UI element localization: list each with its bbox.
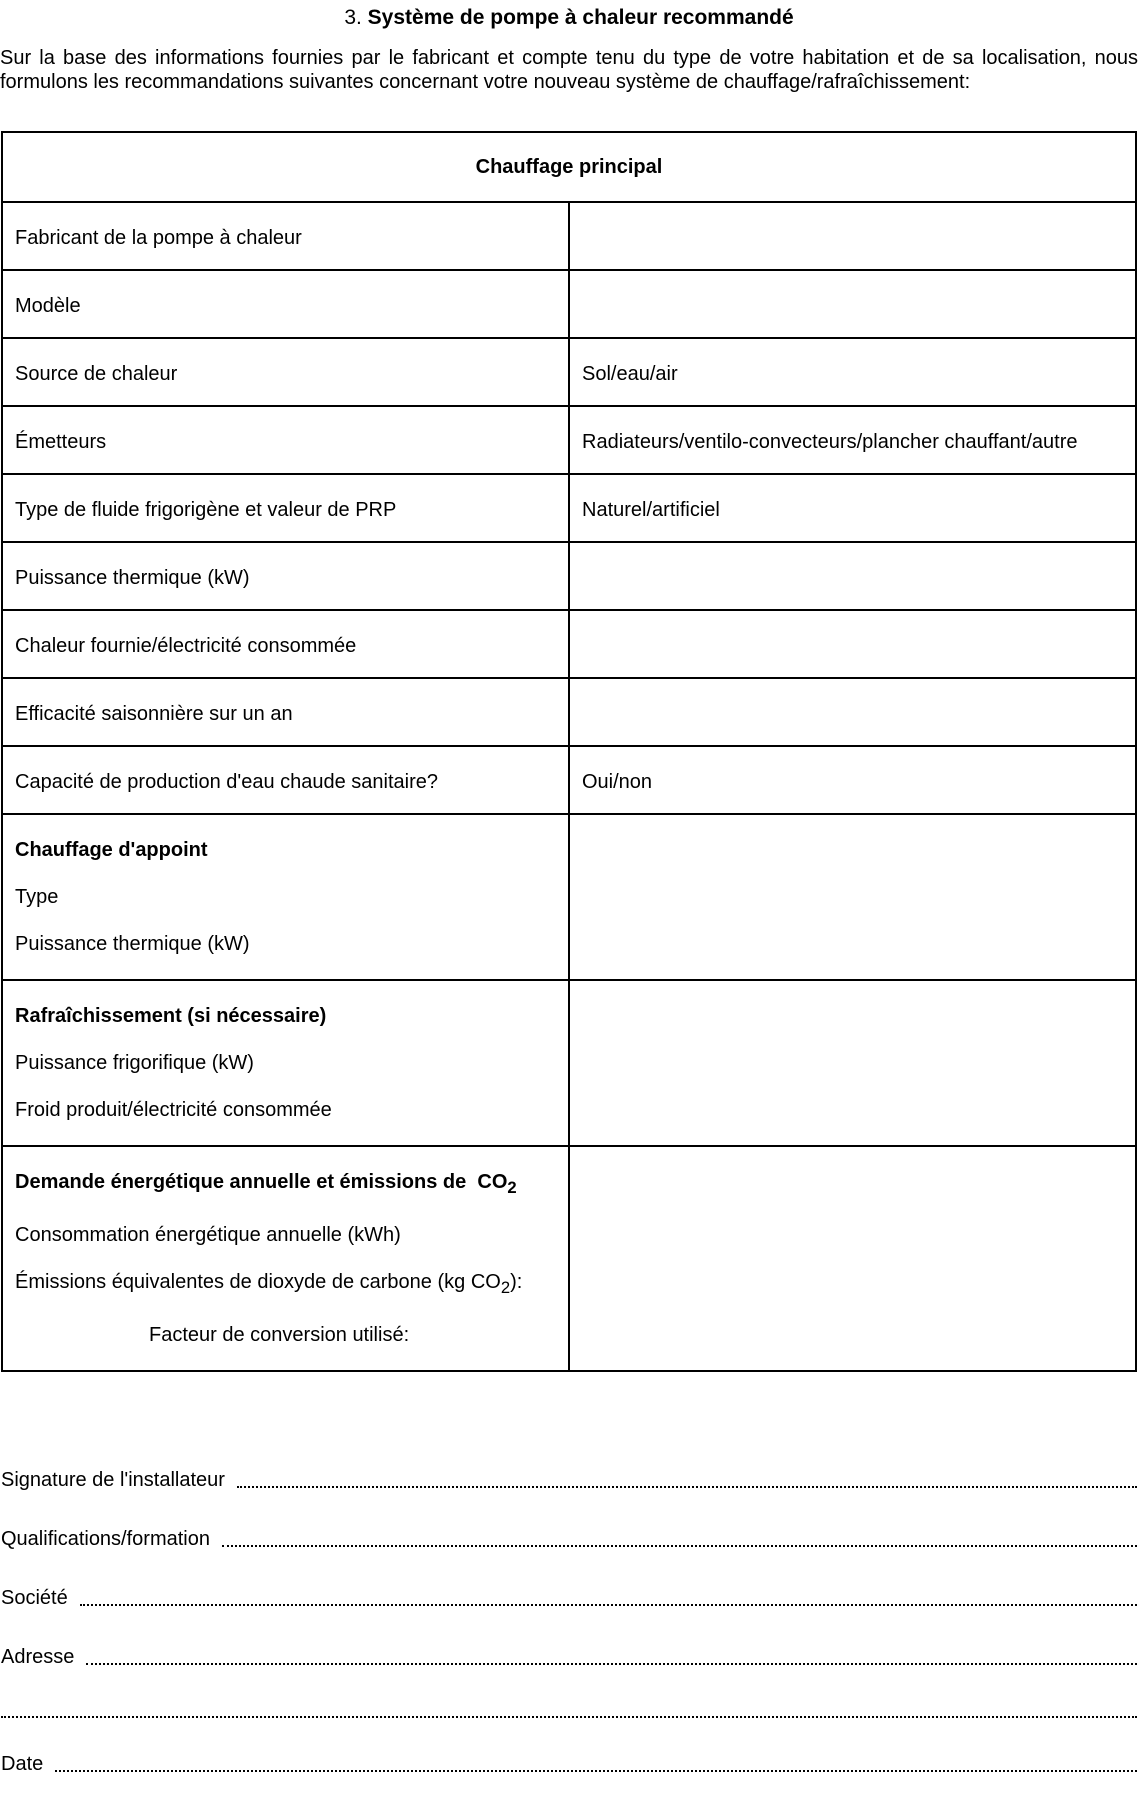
table-row bbox=[2, 270, 1136, 338]
table-row bbox=[2, 610, 1136, 678]
dotted-line bbox=[1, 1716, 1137, 1718]
address-label: Adresse bbox=[1, 1646, 75, 1668]
backup-heating-row bbox=[2, 814, 1136, 980]
energy-row bbox=[2, 1146, 1136, 1371]
emissions-label bbox=[15, 1270, 556, 1300]
row-value-field[interactable]: Sol/eau/air bbox=[569, 338, 1136, 406]
conversion-factor-label: Facteur de conversion utilisé: bbox=[149, 1324, 410, 1346]
dotted-line bbox=[86, 1663, 1137, 1665]
energy-value-field[interactable] bbox=[569, 1146, 1136, 1371]
cooling-ratio-label: Froid produit/électricité consommée bbox=[15, 1099, 332, 1121]
row-label: Puissance thermique (kW) bbox=[2, 542, 569, 610]
backup-heating-title: Chauffage d'appoint bbox=[15, 839, 208, 861]
table-row bbox=[2, 746, 1136, 814]
date-label: Date bbox=[1, 1753, 44, 1775]
row-value-field[interactable] bbox=[569, 610, 1136, 678]
row-label: Capacité de production d'eau chaude sanitaire? bbox=[2, 746, 569, 814]
dotted-line bbox=[55, 1770, 1137, 1772]
table-row bbox=[2, 474, 1136, 542]
emissions-label-pre: Émissions équivalentes de dioxyde de carbone (kg CO bbox=[15, 1271, 501, 1293]
section-title bbox=[0, 6, 1138, 30]
dotted-line bbox=[80, 1604, 1137, 1606]
address-field[interactable] bbox=[1, 1643, 1137, 1669]
row-value-field[interactable]: Naturel/artificiel bbox=[569, 474, 1136, 542]
energy-consumption-label: Consommation énergétique annuelle (kWh) bbox=[15, 1224, 401, 1246]
row-label: Type de fluide frigorigène et valeur de PRP bbox=[2, 474, 569, 542]
backup-heating-value-field[interactable] bbox=[569, 814, 1136, 980]
qualifications-label: Qualifications/formation bbox=[1, 1528, 210, 1550]
intro-paragraph: Sur la base des informations fournies par le fabricant et compte tenu du type de votre habitation et de sa localisation, nous formulons les recommandations suivantes concernant votre nouveau système de chauffage/rafraîchissement: bbox=[0, 47, 1138, 93]
emissions-label-sub: 2 bbox=[500, 1278, 511, 1297]
address-field-line-2[interactable] bbox=[1, 1696, 1137, 1722]
cooling-title: Rafraîchissement (si nécessaire) bbox=[15, 1005, 327, 1027]
section-number: 3. bbox=[344, 6, 362, 29]
dotted-line bbox=[222, 1545, 1137, 1547]
table-row bbox=[2, 406, 1136, 474]
company-field[interactable] bbox=[1, 1584, 1137, 1610]
energy-title-sub: 2 bbox=[507, 1178, 517, 1197]
energy-title-co: CO bbox=[477, 1171, 508, 1193]
section-title-text: Système de pompe à chaleur recommandé bbox=[367, 6, 794, 29]
backup-type-label: Type bbox=[15, 886, 59, 908]
company-label: Société bbox=[1, 1587, 68, 1609]
row-label: Source de chaleur bbox=[2, 338, 569, 406]
cooling-row bbox=[2, 980, 1136, 1146]
energy-cell bbox=[2, 1146, 569, 1371]
table-row bbox=[2, 678, 1136, 746]
date-field[interactable] bbox=[1, 1750, 1137, 1776]
row-label: Efficacité saisonnière sur un an bbox=[2, 678, 569, 746]
row-value-field[interactable] bbox=[569, 202, 1136, 270]
row-value-field[interactable] bbox=[569, 542, 1136, 610]
cooling-value-field[interactable] bbox=[569, 980, 1136, 1146]
cooling-power-label: Puissance frigorifique (kW) bbox=[15, 1052, 254, 1074]
row-value-field[interactable]: Oui/non bbox=[569, 746, 1136, 814]
cooling-cell bbox=[2, 980, 569, 1146]
row-value-field[interactable]: Radiateurs/ventilo-convecteurs/plancher chauffant/autre bbox=[569, 406, 1136, 474]
row-value-field[interactable] bbox=[569, 678, 1136, 746]
row-label: Émetteurs bbox=[2, 406, 569, 474]
energy-title-main: Demande énergétique annuelle et émissions de bbox=[15, 1171, 467, 1193]
table-row bbox=[2, 338, 1136, 406]
heat-pump-table bbox=[1, 131, 1137, 1372]
row-label: Fabricant de la pompe à chaleur bbox=[2, 202, 569, 270]
energy-title bbox=[15, 1170, 556, 1200]
installer-signature-label: Signature de l'installateur bbox=[1, 1469, 225, 1491]
table-row bbox=[2, 202, 1136, 270]
row-label: Chaleur fournie/électricité consommée bbox=[2, 610, 569, 678]
row-value-field[interactable] bbox=[569, 270, 1136, 338]
qualifications-field[interactable] bbox=[1, 1525, 1137, 1551]
row-label: Modèle bbox=[2, 270, 569, 338]
table-header: Chauffage principal bbox=[2, 132, 1136, 202]
backup-power-label: Puissance thermique (kW) bbox=[15, 933, 250, 955]
emissions-label-post: ): bbox=[510, 1271, 523, 1293]
dotted-line bbox=[237, 1486, 1137, 1488]
backup-heating-cell bbox=[2, 814, 569, 980]
table-row bbox=[2, 542, 1136, 610]
installer-signature-field[interactable] bbox=[1, 1466, 1137, 1492]
